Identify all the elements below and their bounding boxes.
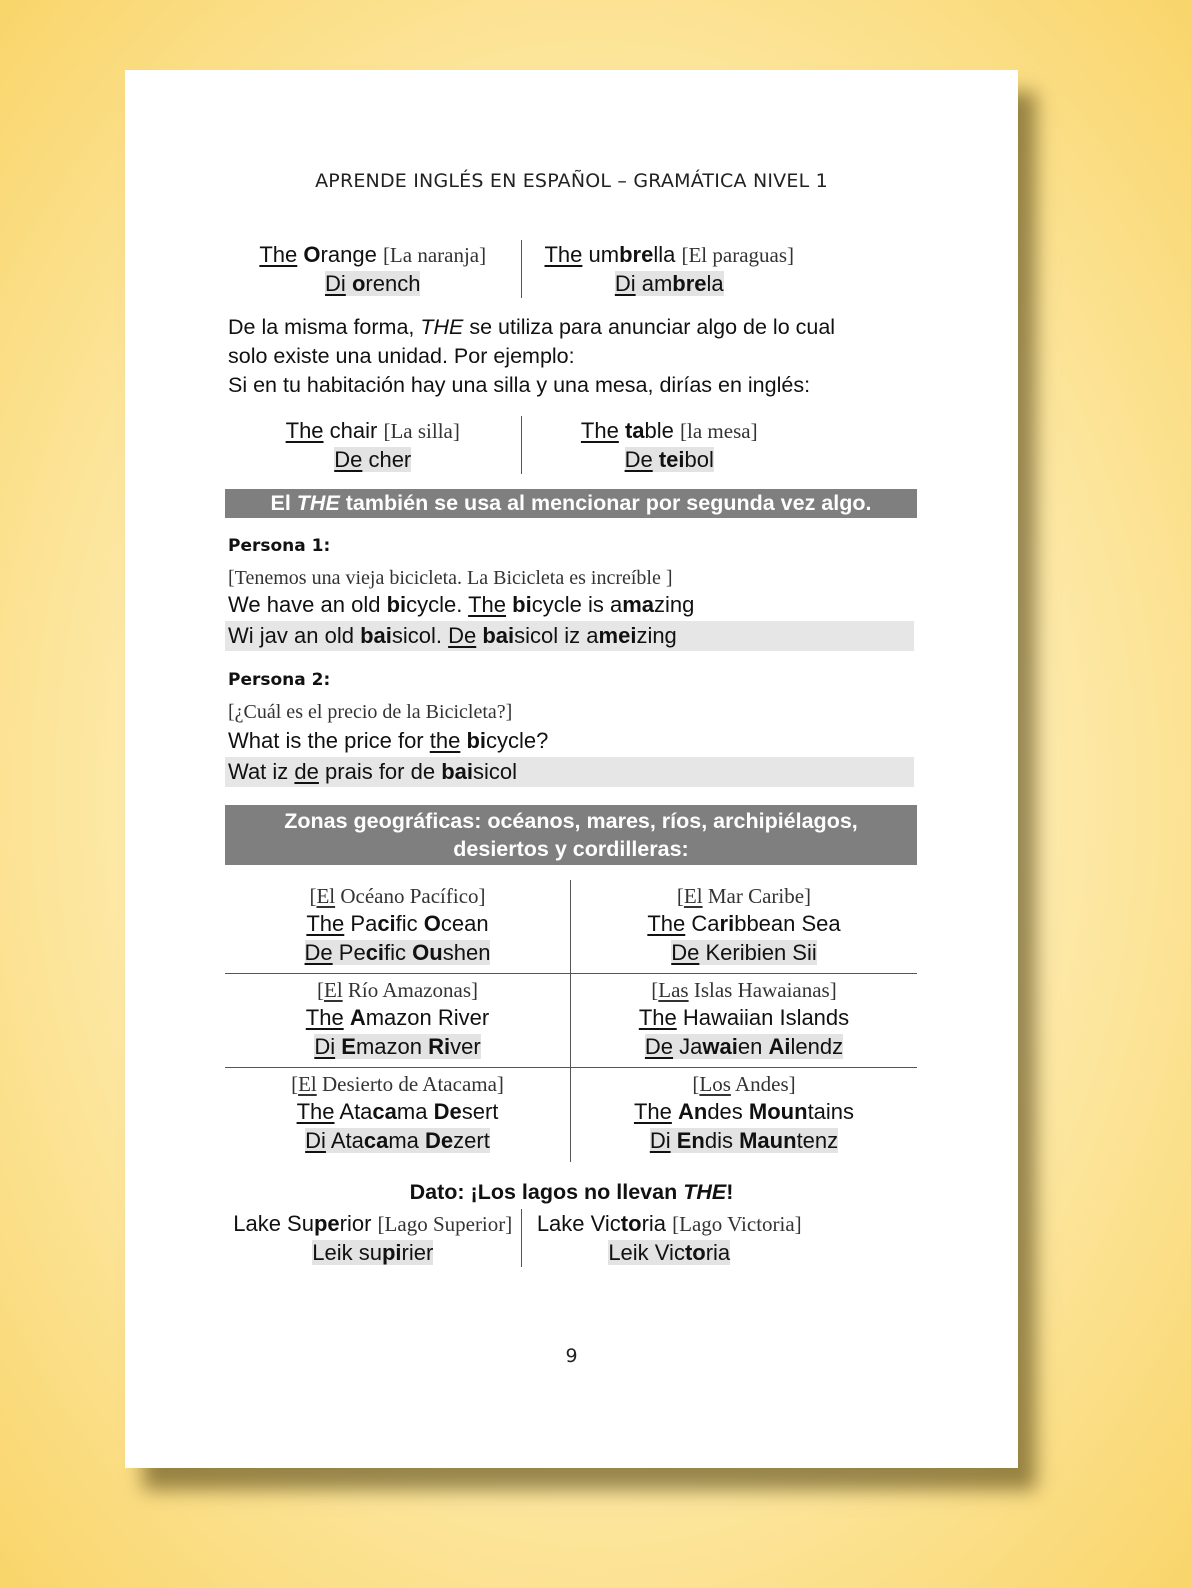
- text-fragment: Desierto de Atacama]: [316, 1072, 504, 1096]
- text-fragment: bol: [684, 447, 714, 472]
- text-fragment: ria: [641, 1211, 673, 1236]
- page-number: 9: [565, 1345, 578, 1367]
- text-fragment: The: [580, 418, 619, 443]
- text-fragment: cycle is a: [531, 592, 623, 617]
- text-fragment: Ou: [412, 940, 443, 965]
- text-fragment: cean: [440, 911, 489, 936]
- example-lake-victoria: [522, 1209, 818, 1267]
- text-fragment: en: [737, 1034, 769, 1059]
- text-fragment: Lake Su: [233, 1211, 314, 1236]
- text-fragment: Pa: [344, 911, 378, 936]
- page-header: APRENDE INGLÉS EN ESPAÑOL – GRAMÁTICA NIVEL 1: [315, 170, 828, 192]
- text-fragment: Las: [658, 978, 689, 1002]
- text-fragment: Ata: [325, 1128, 364, 1153]
- text-fragment: ca: [372, 1099, 397, 1124]
- persona-2-pronunciation: [225, 757, 914, 787]
- text-fragment: De: [644, 1034, 674, 1059]
- text-fragment: Los: [699, 1072, 731, 1096]
- text-fragment: mazon: [355, 1034, 429, 1059]
- text-fragment: fic: [395, 911, 424, 936]
- text-fragment: también se usa al mencionar por segunda vez algo.: [339, 491, 872, 515]
- text-fragment: ma: [388, 1128, 426, 1153]
- text-fragment: bre: [619, 242, 654, 267]
- text-fragment: What is the price for: [228, 728, 430, 753]
- text-fragment: shen: [442, 940, 491, 965]
- text-fragment: [: [676, 884, 684, 908]
- text-fragment: Ata: [334, 1099, 373, 1124]
- pronunciation: [522, 446, 818, 474]
- example-chair: [225, 416, 521, 474]
- text-fragment: des: [707, 1099, 749, 1124]
- text-fragment: ci: [377, 911, 396, 936]
- pronunciation: [225, 446, 521, 474]
- text-fragment: zert: [453, 1128, 490, 1153]
- text-fragment: [Tenemos una vieja bicicleta. La Bicicleta es increíble ]: [228, 567, 673, 589]
- text-fragment: We have an old: [228, 592, 387, 617]
- text-fragment: Wi jav an old: [228, 623, 361, 648]
- text-fragment: The: [296, 1099, 335, 1124]
- text-fragment: lla: [653, 242, 676, 267]
- text-fragment: [Lago Victoria]: [672, 1212, 802, 1236]
- text-fragment: bi: [466, 728, 487, 753]
- geo-andes-mountains: [571, 1068, 917, 1162]
- persona-1-english: [228, 590, 917, 620]
- text-fragment: Leik su: [312, 1240, 382, 1265]
- text-fragment: ta: [624, 418, 645, 443]
- text-fragment: ma: [622, 592, 654, 617]
- text-fragment: The: [285, 418, 324, 443]
- text-fragment: Ja: [673, 1034, 703, 1059]
- text-fragment: The: [305, 1005, 344, 1030]
- text-fragment: The: [468, 592, 507, 617]
- text-fragment: zing: [654, 592, 695, 617]
- text-fragment: Lake Vic: [536, 1211, 621, 1236]
- example-orange: [225, 240, 521, 298]
- text-fragment: [: [692, 1072, 700, 1096]
- fact-note: [125, 1180, 1018, 1205]
- text-fragment: An: [677, 1099, 708, 1124]
- text-fragment: um: [588, 242, 620, 267]
- text-fragment: O: [423, 911, 441, 936]
- text-fragment: [: [651, 978, 659, 1002]
- text-fragment: El: [316, 884, 336, 908]
- text-fragment: De: [671, 940, 700, 965]
- text-fragment: De la misma forma,: [228, 315, 421, 339]
- text-fragment: chair: [323, 418, 384, 443]
- text-fragment: Di: [305, 1128, 326, 1153]
- spanish-translation: [La naranja]: [382, 243, 487, 267]
- text-fragment: ver: [450, 1034, 481, 1059]
- text-fragment: Río Amazonas]: [342, 978, 478, 1002]
- text-fragment: dis: [704, 1128, 740, 1153]
- text-fragment: En: [676, 1128, 705, 1153]
- text-fragment: Di: [649, 1128, 671, 1153]
- text-fragment: am: [641, 271, 673, 296]
- text-fragment: lendz: [790, 1034, 844, 1059]
- text-fragment: [: [317, 978, 324, 1002]
- text-fragment: The: [647, 911, 686, 936]
- text-fragment: pe: [313, 1211, 340, 1236]
- text-fragment: rior: [339, 1211, 378, 1236]
- example-lake-superior: [225, 1209, 521, 1267]
- text-fragment: bai: [441, 759, 473, 784]
- text-fragment: tains: [807, 1099, 855, 1124]
- text-fragment: mazon River: [365, 1005, 490, 1030]
- text-fragment: E: [341, 1034, 356, 1059]
- text-fragment: De: [624, 447, 653, 472]
- text-fragment: De: [334, 447, 363, 472]
- text-fragment: ria: [705, 1240, 731, 1265]
- pronunciation: [225, 270, 521, 298]
- text-fragment: Leik Vic: [608, 1240, 685, 1265]
- text-fragment: sicol iz a: [514, 623, 599, 648]
- text-fragment: Si en tu habitación hay una silla y una mesa, dirías en inglés:: [228, 373, 811, 397]
- text-fragment: to: [620, 1211, 642, 1236]
- text-fragment: Océano Pacífico]: [335, 884, 486, 908]
- text-fragment: fic: [384, 940, 413, 965]
- text-fragment: Wat iz: [228, 759, 295, 784]
- text-fragment: tei: [658, 447, 685, 472]
- text-fragment: Mar Caribe]: [702, 884, 812, 908]
- text-fragment: se utiliza para anunciar algo de lo cual: [463, 315, 836, 339]
- text-fragment: solo existe una unidad. Por ejemplo:: [228, 344, 575, 368]
- text-fragment: bai: [360, 623, 392, 648]
- text-fragment: the: [429, 728, 461, 753]
- text-fragment: Pe: [332, 940, 366, 965]
- text-fragment: Moun: [748, 1099, 808, 1124]
- geo-caribbean-sea: [571, 880, 917, 974]
- section-banner-second-mention: [225, 489, 917, 518]
- text-fragment: range: [320, 242, 377, 267]
- persona-1-label: Persona 1:: [228, 536, 331, 556]
- text-fragment: El: [683, 884, 703, 908]
- example-umbrella: [522, 240, 818, 298]
- text-fragment: ca: [363, 1128, 389, 1153]
- text-fragment: El: [324, 978, 343, 1002]
- text-fragment: sicol.: [391, 623, 449, 648]
- persona-2-label: Persona 2:: [228, 670, 331, 690]
- pronunciation: [522, 1239, 818, 1267]
- article-the: The: [259, 242, 298, 267]
- text-fragment: bi: [512, 592, 532, 617]
- text-fragment: O: [303, 242, 321, 267]
- text-fragment: zing: [636, 623, 677, 648]
- example-pair-chair-table: [225, 416, 817, 474]
- text-fragment: ble: [644, 418, 681, 443]
- text-fragment: Maun: [739, 1128, 797, 1153]
- pronunciation: [522, 270, 818, 298]
- text-fragment: bi: [386, 592, 407, 617]
- text-fragment: The: [633, 1099, 672, 1124]
- text-fragment: THE: [420, 315, 464, 339]
- text-fragment: sert: [461, 1099, 499, 1124]
- text-fragment: Di: [325, 271, 346, 296]
- text-fragment: De: [448, 623, 477, 648]
- text-fragment: De: [304, 940, 333, 965]
- text-fragment: De: [433, 1099, 462, 1124]
- text-fragment: Hawaiian Islands: [676, 1005, 850, 1030]
- geo-hawaiian-islands: [571, 974, 917, 1068]
- text-fragment: tenz: [796, 1128, 839, 1153]
- persona-2-spanish: [228, 697, 917, 727]
- persona-2-english: [228, 726, 917, 756]
- text-fragment: pi: [381, 1240, 402, 1265]
- text-fragment: Ri: [428, 1034, 451, 1059]
- text-fragment: Dato: ¡Los lagos no llevan: [409, 1180, 684, 1204]
- example-pair-lakes: [225, 1209, 817, 1267]
- text-fragment: [: [291, 1072, 299, 1096]
- text-fragment: THE: [296, 491, 340, 515]
- geographic-examples-grid: [225, 880, 917, 1162]
- text-fragment: THE: [683, 1180, 727, 1204]
- text-fragment: Di: [614, 271, 636, 296]
- text-fragment: [Lago Superior]: [377, 1212, 513, 1236]
- text-fragment: ma: [396, 1099, 434, 1124]
- text-fragment: [¿Cuál es el precio de la Bicicleta?]: [228, 701, 513, 723]
- text-fragment: El: [270, 491, 297, 515]
- persona-1-spanish: [228, 563, 917, 593]
- text-fragment: El: [298, 1072, 317, 1096]
- text-fragment: cycle?: [486, 728, 549, 753]
- text-fragment: mei: [598, 623, 637, 648]
- text-fragment: [: [309, 884, 317, 908]
- section-banner-geographic-zones: [225, 805, 917, 865]
- text-fragment: o: [351, 271, 366, 296]
- geo-pacific-ocean: [225, 880, 571, 974]
- text-fragment: Ai: [768, 1034, 791, 1059]
- text-fragment: Andes]: [730, 1072, 796, 1096]
- text-fragment: bre: [672, 271, 707, 296]
- text-fragment: The: [638, 1005, 677, 1030]
- text-fragment: bbean Sea: [734, 911, 841, 936]
- explanation-paragraph: [228, 313, 908, 400]
- text-fragment: !: [726, 1180, 734, 1204]
- text-fragment: cher: [362, 447, 412, 472]
- text-fragment: sicol: [472, 759, 517, 784]
- text-fragment: The: [544, 242, 583, 267]
- text-fragment: rier: [401, 1240, 434, 1265]
- text-fragment: Islas Hawaianas]: [688, 978, 837, 1002]
- text-fragment: Zonas geográficas: océanos, mares, ríos, archipiélagos,: [284, 809, 858, 833]
- example-pair-orange-umbrella: [225, 240, 817, 298]
- text-fragment: wai: [702, 1034, 738, 1059]
- text-fragment: The: [306, 911, 345, 936]
- text-fragment: cycle.: [406, 592, 469, 617]
- text-fragment: ci: [365, 940, 385, 965]
- text-fragment: prais for de: [318, 759, 442, 784]
- persona-1-pronunciation: [225, 621, 914, 651]
- geo-atacama-desert: [225, 1068, 571, 1162]
- book-page: [125, 70, 1018, 1468]
- text-fragment: [la mesa]: [680, 419, 758, 443]
- geo-amazon-river: [225, 974, 571, 1068]
- text-fragment: ri: [719, 911, 735, 936]
- text-fragment: Ca: [685, 911, 720, 936]
- text-fragment: De: [425, 1128, 454, 1153]
- text-fragment: la: [706, 271, 724, 296]
- text-fragment: rench: [365, 271, 421, 296]
- spanish-translation: [El paraguas]: [681, 243, 795, 267]
- text-fragment: Keribien Sii: [699, 940, 817, 965]
- text-fragment: Di: [314, 1034, 336, 1059]
- text-fragment: de: [294, 759, 319, 784]
- text-fragment: to: [684, 1240, 706, 1265]
- text-fragment: [La silla]: [383, 419, 460, 443]
- text-fragment: A: [349, 1005, 366, 1030]
- pronunciation: [225, 1239, 521, 1267]
- text-fragment: desiertos y cordilleras:: [453, 837, 689, 861]
- example-table: [522, 416, 818, 474]
- text-fragment: bai: [482, 623, 515, 648]
